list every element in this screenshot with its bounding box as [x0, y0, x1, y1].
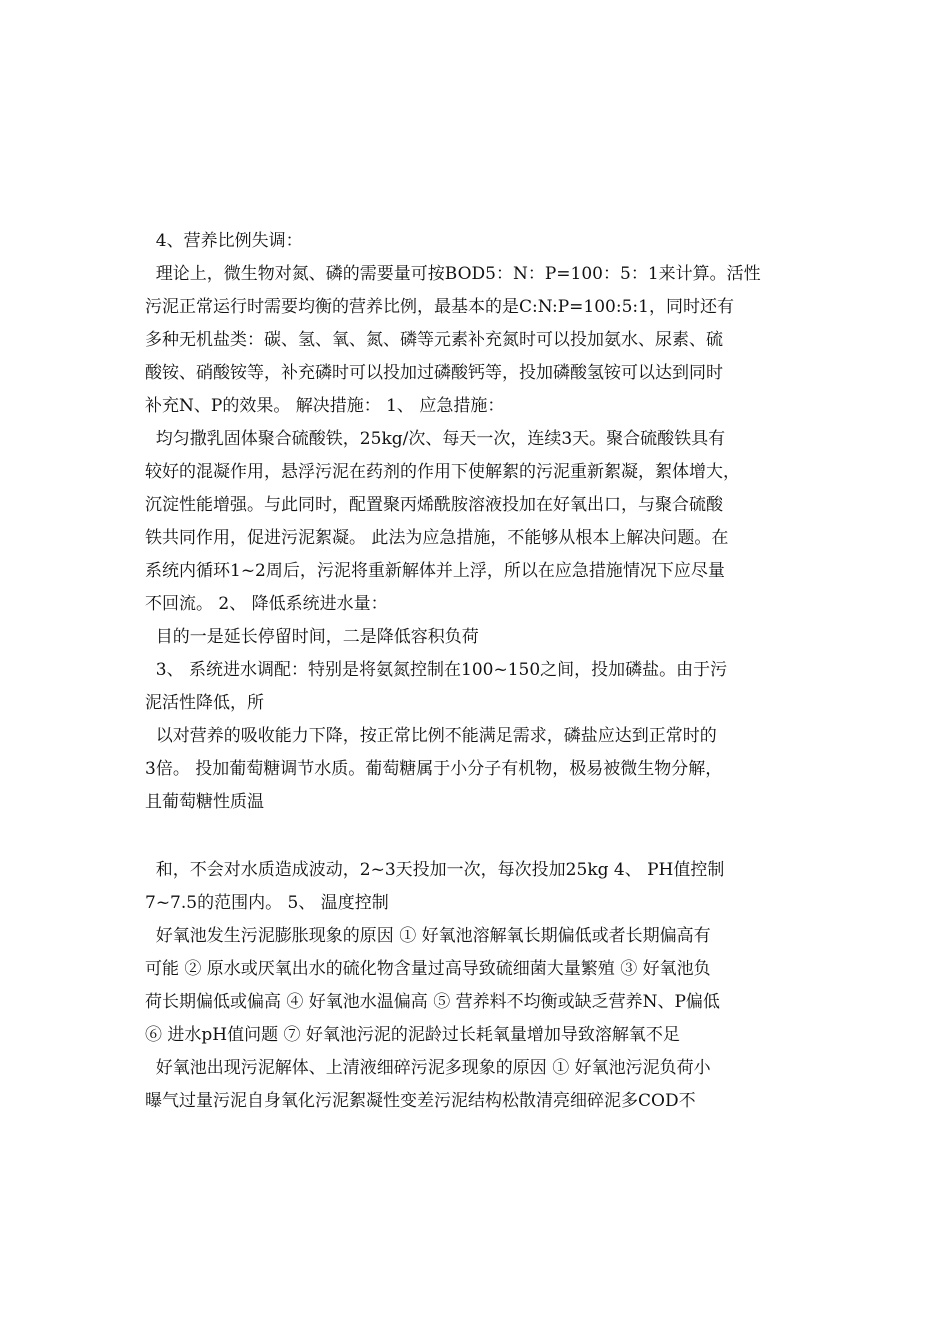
text-line: 不回流。 2、 降低系统进水量： — [145, 594, 388, 614]
text-line: 7~7.5的范围内。 5、 温度控制 — [145, 893, 389, 913]
text-line: 理论上，微生物对氮、磷的需要量可按BOD5：N：P=100：5：1来计算。活性 — [145, 264, 761, 284]
text-line: 3、 系统进水调配：特别是将氨氮控制在100~150之间，投加磷盐。由于污 — [145, 660, 728, 680]
text-line: 多种无机盐类：碳、氢、氧、氮、磷等元素补充氮时可以投加氨水、尿素、硫 — [145, 330, 723, 350]
text-line: 较好的混凝作用，悬浮污泥在药剂的作用下使解絮的污泥重新絮凝，絮体增大， — [145, 462, 740, 482]
text-line: 和，不会对水质造成波动，2~3天投加一次，每次投加25kg 4、 PH值控制 — [145, 860, 725, 880]
text-line: 好氧池发生污泥膨胀现象的原因 ① 好氧池溶解氧长期偏低或者长期偏高有 — [145, 926, 711, 946]
text-line: 补充N、P的效果。 解决措施： 1、 应急措施： — [145, 396, 505, 416]
text-line: 曝气过量污泥自身氧化污泥絮凝性变差污泥结构松散清亮细碎泥多COD不 — [145, 1091, 696, 1111]
text-line: 沉淀性能增强。与此同时，配置聚丙烯酰胺溶液投加在好氧出口，与聚合硫酸 — [145, 495, 723, 515]
text-line: 系统内循环1~2周后，污泥将重新解体并上浮，所以在应急措施情况下应尽量 — [145, 561, 725, 581]
text-line: 荷长期偏低或偏高 ④ 好氧池水温偏高 ⑤ 营养料不均衡或缺乏营养N、P偏低 — [145, 992, 720, 1012]
text-line: 可能 ② 原水或厌氧出水的硫化物含量过高导致硫细菌大量繁殖 ③ 好氧池负 — [145, 959, 711, 979]
text-line: 污泥正常运行时需要均衡的营养比例，最基本的是C:N:P=100:5:1，同时还有 — [145, 297, 734, 317]
text-line: 好氧池出现污泥解体、上清液细碎污泥多现象的原因 ① 好氧池污泥负荷小 — [145, 1058, 711, 1078]
text-line: 酸铵、硝酸铵等，补充磷时可以投加过磷酸钙等，投加磷酸氢铵可以达到同时 — [145, 363, 723, 383]
text-line: 以对营养的吸收能力下降，按正常比例不能满足需求，磷盐应达到正常时的 — [145, 726, 717, 746]
text-line: 3倍。 投加葡萄糖调节水质。葡萄糖属于小分子有机物，极易被微生物分解， — [145, 759, 723, 779]
text-line: 且葡萄糖性质温 — [145, 792, 264, 812]
text-line: 均匀撒乳固体聚合硫酸铁，25kg/次、每天一次，连续3天。聚合硫酸铁具有 — [145, 429, 726, 449]
text-line: 铁共同作用，促进污泥絮凝。 此法为应急措施，不能够从根本上解决问题。在 — [145, 528, 729, 548]
text-line: 4、营养比例失调： — [145, 231, 303, 251]
text-line: 泥活性降低，所 — [145, 693, 264, 713]
text-line: ⑥ 进水pH值问题 ⑦ 好氧池污泥的泥龄过长耗氧量增加导致溶解氧不足 — [145, 1025, 680, 1045]
text-line: 目的一是延长停留时间，二是降低容积负荷 — [145, 627, 479, 647]
